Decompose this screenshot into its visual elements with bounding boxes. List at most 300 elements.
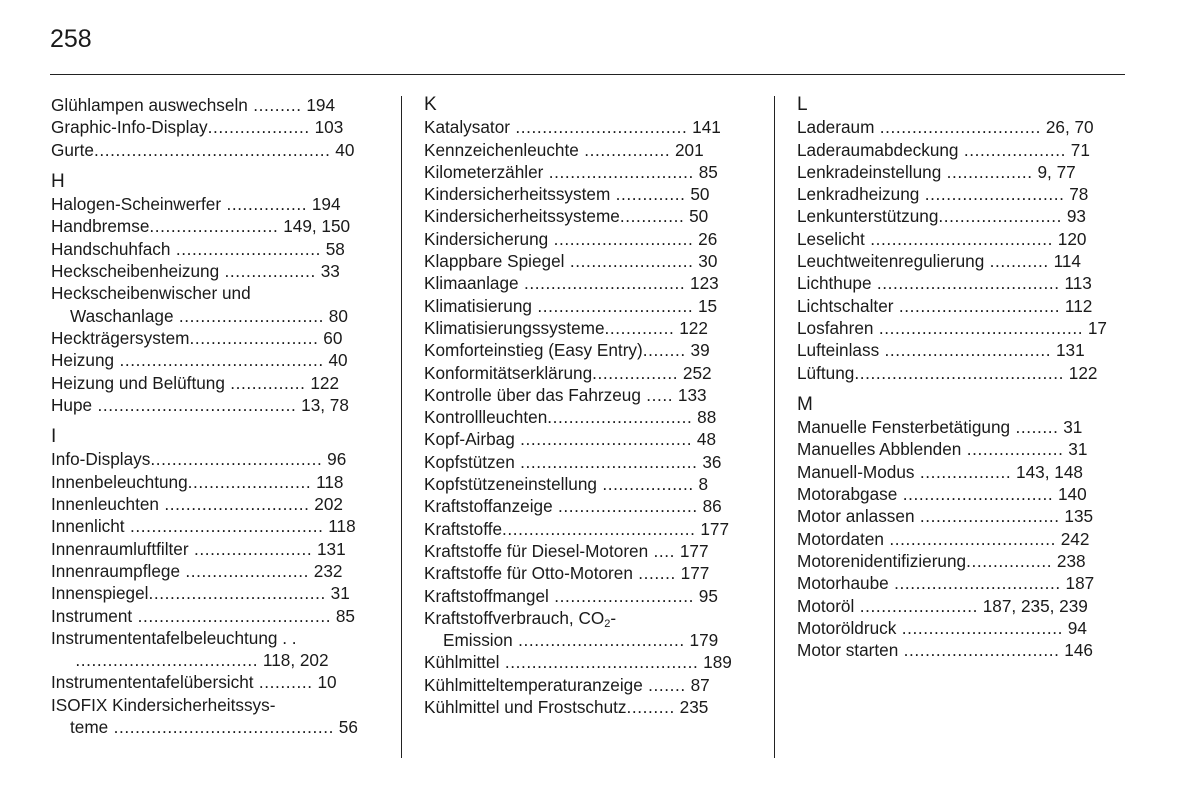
dot-leader: .................................... [502, 518, 696, 539]
page-reference: 201 [670, 139, 704, 160]
page-reference: 9, 77 [1032, 161, 1076, 182]
page-reference: 122 [1064, 362, 1098, 383]
dot-leader: ........ [1010, 417, 1059, 438]
page-reference: 187 [1060, 573, 1095, 594]
entry-term: Kraftstoffmangel [424, 585, 549, 606]
index-entry [797, 483, 1125, 505]
section-letter: I [51, 426, 57, 448]
entry-term: Lüftung [797, 362, 855, 383]
page-reference: 85 [693, 161, 718, 182]
index-entry [51, 215, 378, 237]
dot-leader: .................................... [499, 652, 699, 673]
index-entry [51, 582, 378, 604]
entry-term: Motor starten [797, 640, 899, 661]
dot-leader: .............................. [518, 273, 686, 294]
index-entry [424, 139, 752, 161]
index-entry [424, 362, 752, 384]
index-entry [797, 161, 1125, 183]
index-entry [797, 339, 1125, 361]
dot-leader: .............................. [896, 617, 1063, 638]
page-reference: 56 [333, 717, 358, 738]
dot-leader: ........................ [189, 327, 319, 348]
page-reference: 13, 78 [296, 394, 349, 415]
entry-term: Emission [443, 630, 513, 651]
dot-leader: ....... [632, 563, 676, 584]
index-entry [51, 515, 378, 537]
entry-term: Manuelle Fensterbetätigung [797, 417, 1011, 438]
dot-leader: ............. [610, 184, 686, 205]
dot-leader: .................................. [70, 650, 259, 671]
dot-leader: ........................... [543, 161, 694, 182]
index-entry [424, 295, 752, 317]
page-reference: 40 [323, 350, 348, 371]
dot-leader: .......................... [548, 228, 694, 249]
entry-term: Handschuhfach [51, 238, 171, 259]
dot-leader: ...................................... [114, 350, 324, 371]
dot-leader: ........................... [170, 238, 321, 259]
page-reference: 78 [1064, 184, 1089, 205]
entry-term: Leselicht [797, 228, 865, 249]
dot-leader: ....................... [180, 560, 310, 581]
page-reference: 93 [1062, 206, 1086, 227]
dot-leader: ............................... [888, 573, 1061, 594]
dot-leader: ................ [592, 362, 679, 383]
entry-term: Lichtschalter [797, 295, 894, 316]
dot-leader: .......... [253, 672, 313, 693]
index-entry [51, 471, 378, 493]
dot-leader: .................................... [124, 516, 324, 537]
index-entry [797, 362, 1125, 384]
page-reference: 232 [309, 560, 343, 581]
index-entry [797, 416, 1125, 438]
page-reference: 131 [1051, 340, 1085, 361]
entry-term: Kindersicherheitssysteme [424, 206, 620, 227]
entry-term: Innenspiegel [51, 583, 149, 604]
page-reference: 114 [1048, 251, 1081, 272]
dot-leader: ........................... [547, 407, 693, 428]
index-entry [424, 473, 752, 495]
page-reference: 8 [693, 474, 709, 495]
entry-term: Klimatisierungssysteme [424, 317, 605, 338]
entry-term: Innenraumluftfilter [51, 538, 189, 559]
page-reference: 96 [322, 449, 347, 470]
entry-term: Instrument [51, 605, 133, 626]
index-entry [797, 205, 1125, 227]
page-reference: 242 [1055, 528, 1090, 549]
index-entry [51, 116, 378, 138]
index-entry [51, 139, 378, 161]
page-reference: 87 [685, 674, 710, 695]
index-entry [424, 674, 752, 696]
entry-term: Kontrollleuchten [424, 407, 548, 428]
dot-leader: ....................................... [854, 362, 1064, 383]
page-reference: 80 [324, 305, 348, 326]
index-entry [424, 183, 752, 205]
index-entry [51, 671, 378, 693]
index-entry [797, 438, 1125, 460]
entry-term: Manuelles Abblenden [797, 439, 962, 460]
index-entry [797, 295, 1125, 317]
entry-term: Leuchtweitenregulierung [797, 251, 985, 272]
dot-leader: .......................... [919, 184, 1065, 205]
dot-leader: ................. [914, 461, 1012, 482]
entry-term: Kopf-Airbag [424, 429, 515, 450]
page-reference: 58 [320, 238, 345, 259]
page-reference: 187, 235, 239 [977, 595, 1088, 616]
page-reference: 194 [301, 95, 336, 115]
page-reference: 122 [305, 372, 340, 393]
index-entry [424, 696, 752, 718]
dot-leader: ............................... [883, 528, 1056, 549]
page-reference: 94 [1062, 617, 1087, 638]
entry-term: Innenlicht [51, 516, 125, 537]
dot-leader: ................. [219, 261, 316, 282]
index-entry [424, 384, 752, 406]
entry-term: Klappbare Spiegel [424, 251, 565, 272]
page-reference: 88 [692, 407, 717, 428]
page-reference: 15 [693, 295, 718, 316]
page-reference: 179 [684, 630, 719, 651]
entry-term: Motor anlassen [797, 506, 915, 527]
index-entry-line: Heckscheibenwischer und [51, 283, 251, 304]
index-entry [424, 250, 752, 272]
index-entry [797, 505, 1125, 527]
index-entry [51, 538, 378, 560]
index-entry [424, 428, 752, 450]
dot-leader: .......................... [552, 496, 698, 517]
index-entry-line [424, 607, 752, 629]
entry-term: Handbremse [51, 216, 150, 237]
page-reference: 202 [309, 494, 343, 515]
page-reference: 10 [312, 672, 337, 693]
dot-leader: ............................. [531, 295, 694, 316]
section-letter: M [797, 393, 813, 415]
dot-leader: ....................... [938, 206, 1063, 227]
dot-leader: .......................... [548, 585, 694, 606]
page-reference: 118, 202 [258, 650, 329, 671]
dot-leader: ....................... [564, 251, 694, 272]
page-reference: 177 [695, 518, 729, 539]
index-entry [424, 339, 752, 361]
page-reference: 177 [675, 563, 710, 584]
entry-term: Motoröldruck [797, 617, 897, 638]
index-entry [424, 228, 752, 250]
index-entry [797, 250, 1125, 272]
index-entry-line: Instrumententafelbeleuchtung . . [51, 627, 297, 648]
page-reference: 189 [698, 652, 732, 673]
page-reference: 48 [692, 429, 717, 450]
dot-leader: ............................... [512, 630, 685, 651]
index-column-3 [797, 94, 1125, 661]
index-entry [797, 639, 1125, 661]
page-reference: 194 [307, 194, 341, 215]
index-entry [797, 595, 1125, 617]
dot-leader: ............................ [897, 484, 1054, 505]
dot-leader: .............................. [874, 117, 1042, 138]
dot-leader: ...................... [188, 538, 313, 559]
index-entry [51, 327, 378, 349]
dot-leader: ....... [642, 674, 686, 695]
dot-leader: ................................. [514, 451, 698, 472]
entry-term: Kraftstoffe für Otto-Motoren [424, 563, 633, 584]
entry-hyphen: - [610, 607, 617, 628]
dot-leader: ............................... [879, 340, 1052, 361]
entry-term: Motordaten [797, 528, 884, 549]
index-entry [797, 528, 1125, 550]
entry-term: Lenkunterstützung [797, 206, 939, 227]
index-entry [424, 317, 752, 339]
index-entry [51, 605, 378, 627]
section-letter: K [424, 94, 437, 115]
entry-term: Kühlmittel [424, 652, 500, 673]
entry-term: teme [70, 717, 109, 738]
dot-leader: .................................... [132, 605, 332, 626]
entry-term: Motorhaube [797, 573, 889, 594]
dot-leader: ................ [941, 161, 1033, 182]
entry-term: Lenkradheizung [797, 184, 920, 205]
entry-term: Heckträgersystem [51, 327, 190, 348]
index-entry [797, 228, 1125, 250]
entry-term: Lichthupe [797, 273, 872, 294]
dot-leader: .................................. [871, 273, 1060, 294]
index-entry [51, 260, 378, 282]
entry-term: Waschanlage [70, 305, 174, 326]
dot-leader: ................ [578, 139, 671, 160]
entry-term: Kennzeichenleuchte [424, 139, 579, 160]
index-entry [51, 372, 378, 394]
page-reference: 146 [1059, 640, 1093, 661]
index-entry [424, 495, 752, 517]
page-reference: 39 [685, 340, 710, 361]
dot-leader: ................... [207, 117, 310, 138]
entry-term: Innenleuchten [51, 494, 159, 515]
dot-leader: ......... [626, 697, 675, 718]
index-entry [797, 116, 1125, 138]
index-entry [424, 116, 752, 138]
header-rule [50, 74, 1125, 75]
index-entry [51, 305, 378, 327]
index-column-1 [51, 94, 378, 738]
index-entry [797, 617, 1125, 639]
dot-leader: ........................... [173, 305, 325, 326]
entry-term: Kraftstoffe [424, 518, 503, 539]
dot-leader: ........ [642, 340, 686, 361]
dot-leader: .................. [961, 439, 1064, 460]
entry-term: Innenraumpflege [51, 560, 180, 581]
page-reference: 112 [1060, 295, 1093, 316]
index-entry [797, 572, 1125, 594]
page-reference: 31 [1058, 417, 1083, 438]
entry-term: Glühlampen auswechseln [51, 95, 248, 115]
page-reference: 17 [1083, 317, 1107, 338]
dot-leader: ................... [958, 139, 1067, 160]
entry-term: Losfahren [797, 317, 874, 338]
page-reference: 60 [318, 327, 343, 348]
dot-leader: ............. [604, 317, 675, 338]
page-reference: 30 [693, 251, 718, 272]
page-reference: 50 [685, 184, 710, 205]
entry-term: Lufteinlass [797, 340, 880, 361]
index-entry [797, 461, 1125, 483]
index-entry [51, 493, 378, 515]
page-number: 258 [50, 25, 92, 53]
index-entry [424, 406, 752, 428]
page-reference: 31 [1063, 439, 1088, 460]
index-entry [424, 451, 752, 473]
index-entry [424, 205, 752, 227]
entry-term: Kindersicherheitssystem [424, 184, 611, 205]
index-column-2 [424, 94, 752, 718]
entry-term: Kraftstoffe für Diesel-Motoren [424, 540, 649, 561]
entry-term: Instrumententafelübersicht [51, 672, 254, 693]
index-entry [424, 161, 752, 183]
entry-term: Kontrolle über das Fahrzeug [424, 384, 641, 405]
dot-leader: ................. [596, 474, 694, 495]
entry-term: Innenbeleuchtung [51, 471, 188, 492]
page-reference: 85 [331, 605, 355, 626]
page-reference: 140 [1053, 484, 1087, 505]
page-reference: 36 [697, 451, 722, 472]
entry-term: Komforteinstieg (Easy Entry) [424, 340, 643, 361]
entry-term: Graphic-Info-Display [51, 117, 208, 138]
index-entry [424, 651, 752, 673]
dot-leader: .... [648, 540, 676, 561]
entry-term: Motoröl [797, 595, 855, 616]
page-reference: 26, 70 [1041, 117, 1094, 138]
dot-leader: ..... [640, 384, 674, 405]
dot-leader: .................................. [864, 228, 1053, 249]
entry-term: Heckscheibenheizung [51, 261, 220, 282]
dot-leader: ..................................... [92, 394, 297, 415]
entry-term: Manuell-Modus [797, 461, 915, 482]
entry-term: Kilometerzähler [424, 161, 544, 182]
page-reference: 122 [674, 317, 708, 338]
entry-term: Kühlmitteltemperaturanzeige [424, 674, 643, 695]
dot-leader: ............... [221, 194, 308, 215]
index-entry [797, 317, 1125, 339]
entry-term: Laderaum [797, 117, 875, 138]
page-reference: 131 [312, 538, 346, 559]
index-entry [797, 183, 1125, 205]
page-reference: 33 [315, 261, 340, 282]
dot-leader: ...................................... [873, 317, 1084, 338]
page-reference: 141 [687, 117, 721, 138]
entry-term: Heizung und Belüftung [51, 372, 225, 393]
index-entry [424, 585, 752, 607]
dot-leader: ................................ [509, 117, 688, 138]
dot-leader: .............................. [893, 295, 1061, 316]
index-entry [51, 94, 378, 116]
entry-term: Motorenidentifizierung [797, 550, 967, 571]
page-reference: 103 [309, 117, 344, 138]
page-reference: 113 [1059, 273, 1092, 294]
page-reference: 149, 150 [278, 216, 351, 237]
dot-leader: ................................ [150, 449, 323, 470]
page-reference: 252 [678, 362, 712, 383]
entry-term: Klimaanlage [424, 273, 519, 294]
page-reference: 118 [311, 471, 344, 492]
index-entry [424, 629, 752, 651]
dot-leader: ...................... [854, 595, 978, 616]
page-reference: 50 [684, 206, 709, 227]
entry-term: Konformitätserklärung [424, 362, 593, 383]
index-entry [51, 193, 378, 215]
dot-leader: ........... [984, 251, 1049, 272]
entry-term: Kopfstützeneinstellung [424, 474, 597, 495]
index-entry [424, 518, 752, 540]
page-reference: 133 [673, 384, 707, 405]
dot-leader: ....................... [187, 471, 312, 492]
dot-leader: ......................................... [108, 717, 334, 738]
entry-term: Klimatisierung [424, 295, 532, 316]
index-entry [51, 349, 378, 371]
entry-term: Motorabgase [797, 484, 898, 505]
entry-term: Katalysator [424, 117, 510, 138]
page-reference: 123 [685, 273, 719, 294]
index-entry [51, 394, 378, 416]
index-entry [51, 560, 378, 582]
dot-leader: ............ [619, 206, 685, 227]
entry-term: Gurte [51, 139, 94, 160]
dot-leader: ................................. [148, 583, 326, 604]
entry-term: Kühlmittel und Frostschutz [424, 697, 627, 718]
index-entry-line: ISOFIX Kindersicherheitssys- [51, 694, 276, 715]
column-divider-2 [774, 96, 775, 758]
dot-leader: ................................ [514, 429, 693, 450]
page-reference: 95 [693, 585, 718, 606]
page-reference: 26 [693, 228, 718, 249]
page-reference: 71 [1066, 139, 1090, 160]
entry-term: Kraftstoffanzeige [424, 496, 553, 517]
index-entry [51, 448, 378, 470]
dot-leader: ................ [966, 550, 1053, 571]
entry-term: Lenkradeinstellung [797, 161, 942, 182]
index-entry [51, 238, 378, 260]
entry-subscript: 2 [604, 617, 611, 630]
page-reference: 143, 148 [1011, 461, 1083, 482]
entry-term: Kopfstützen [424, 451, 515, 472]
entry-term: Hupe [51, 394, 93, 415]
column-divider-1 [401, 96, 402, 758]
page-reference: 238 [1052, 550, 1086, 571]
entry-term: Laderaumabdeckung [797, 139, 959, 160]
page-reference: 235 [674, 697, 709, 718]
index-entry [797, 272, 1125, 294]
section-letter: H [51, 170, 65, 192]
page-reference: 31 [325, 583, 350, 604]
entry-term: Info-Displays [51, 449, 151, 470]
index-entry [424, 272, 752, 294]
dot-leader: ......... [247, 95, 302, 115]
index-entry [797, 139, 1125, 161]
entry-term: Kraftstoffverbrauch, CO [424, 607, 605, 628]
page-reference: 177 [675, 540, 709, 561]
dot-leader: ............................................ [94, 139, 331, 160]
page-reference: 120 [1052, 228, 1087, 249]
index-entry [797, 550, 1125, 572]
entry-term: Heizung [51, 350, 115, 371]
dot-leader: .............. [224, 372, 306, 393]
dot-leader: ........................... [159, 494, 310, 515]
dot-leader: ............................. [898, 640, 1060, 661]
page-reference: 40 [330, 139, 355, 160]
section-letter: L [797, 94, 808, 115]
page-reference: 118 [323, 516, 356, 537]
index-entry [51, 649, 378, 671]
index-entry [51, 716, 378, 738]
entry-term: Kindersicherung [424, 228, 549, 249]
page-reference: 135 [1059, 506, 1094, 527]
